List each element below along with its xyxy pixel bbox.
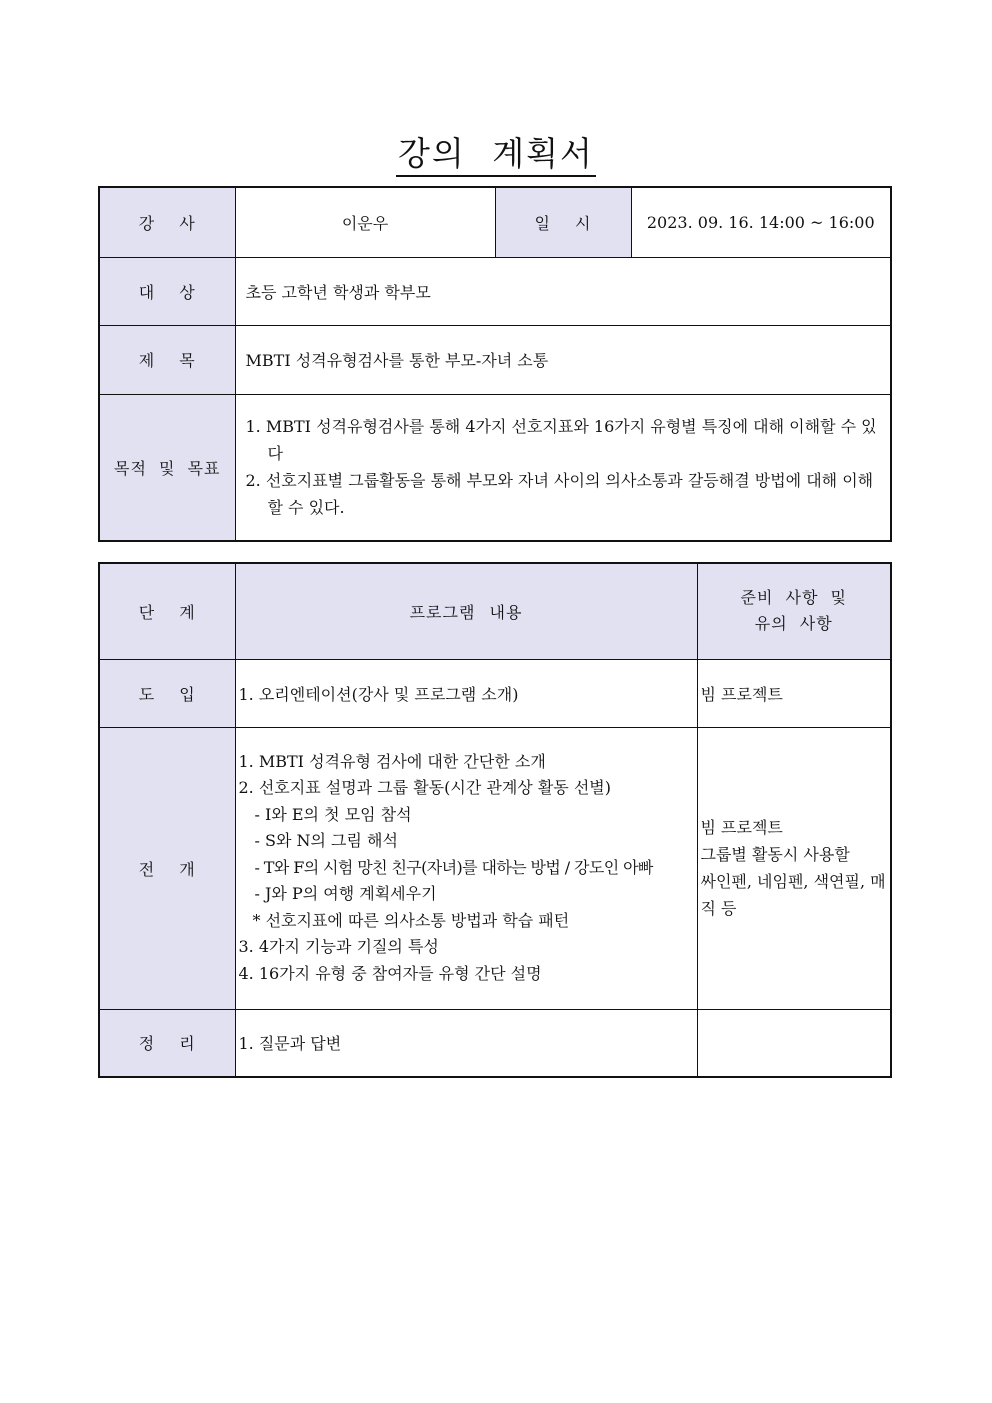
goal-item: 2. 선호지표별 그룹활동을 통해 부모와 자녀 사이의 의사소통과 갈등해결 방법에 대해 이해할 수 있다. [245,471,874,518]
dev-line: * 선호지표에 따른 의사소통 방법과 학습 패턴 [252,910,570,930]
dev-line: 3. 4가지 기능과 기질의 특성 [238,937,439,957]
prep-header-line: 준비 사항 및 [740,588,847,608]
content-header: 프로그램 내용 [235,563,697,659]
target-value: 초등 고학년 학생과 학부모 [235,257,891,325]
dev-prep-line: 빔 프로젝트 [700,818,783,837]
dev-line: 2. 선호지표 설명과 그룹 활동(시간 관계상 활동 선별) [238,778,611,798]
intro-prep: 빔 프로젝트 [697,659,891,727]
dev-prep [697,727,891,1009]
target-label: 대 상 [99,257,235,325]
goals-cell [235,394,891,541]
prep-header-line: 유의 사항 [754,614,833,634]
dev-line: - J와 P의 여행 계획세우기 [254,884,437,904]
prep-header [697,563,891,659]
wrap-prep [697,1009,891,1077]
wrap-content: 1. 질문과 답변 [235,1009,697,1077]
subject-label: 제 목 [99,325,235,394]
dev-prep-line: 그룹별 활동시 사용할 [700,845,850,864]
goals-list [236,413,891,521]
intro-stage-label: 도 입 [99,659,235,727]
dev-line: 4. 16가지 유형 중 참여자들 유형 간단 설명 [238,963,542,983]
dev-line: - I와 E의 첫 모임 참석 [254,804,412,824]
dev-prep-line: 싸인펜, 네임펜, 색연필, 매직 등 [700,872,886,918]
wrap-stage-label: 정 리 [99,1009,235,1077]
date-value: 2023. 09. 16. 14:00 ~ 16:00 [631,187,891,257]
dev-line: - S와 N의 그림 해석 [254,831,398,851]
instructor-label: 강 사 [99,187,235,257]
stage-header: 단 계 [99,563,235,659]
goals-label: 목적 및 목표 [99,394,235,541]
program-table [98,562,892,1078]
dev-line: 1. MBTI 성격유형 검사에 대한 간단한 소개 [238,751,546,771]
dev-content [235,727,697,1009]
info-table [98,186,892,542]
intro-content: 1. 오리엔테이션(강사 및 프로그램 소개) [235,659,697,727]
subject-value: MBTI 성격유형검사를 통한 부모-자녀 소통 [235,325,891,394]
dev-stage-label: 전 개 [99,727,235,1009]
instructor-value: 이운우 [235,187,495,257]
document-title: 강의 계획서 [0,128,992,175]
goal-item: 1. MBTI 성격유형검사를 통해 4가지 선호지표와 16가지 유형별 특징에 대해 이해할 수 있다 [245,417,877,464]
date-label: 일 시 [495,187,631,257]
dev-line: - T와 F의 시험 망친 친구(자녀)를 대하는 방법 / 강도인 아빠 [254,857,653,877]
